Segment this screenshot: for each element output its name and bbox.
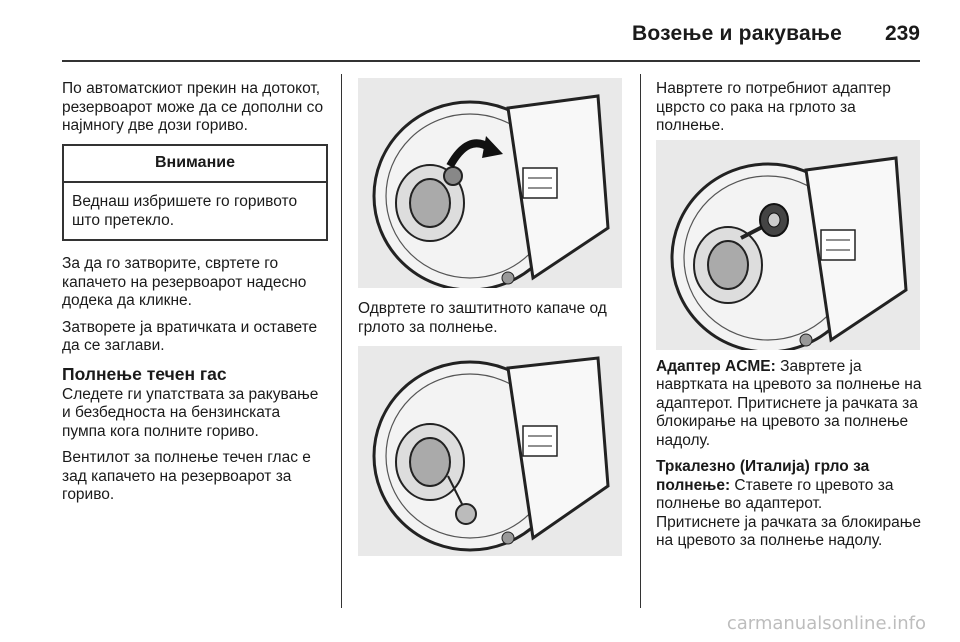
page-title: Возење и ракување <box>632 22 842 45</box>
intro-paragraph: По автоматскиот прекин на дотокот, резервоарот може да се дополни со најмногу две дози гориво. <box>62 80 324 134</box>
italy-paragraph <box>656 458 924 514</box>
acme-paragraph <box>656 358 924 451</box>
adapter-intro-paragraph: Навртете го потребниот адаптер цврсто со рака на грлото за полнење. <box>656 80 891 134</box>
warning-title: Внимание <box>64 146 326 184</box>
watermark: carmanualsonline.info <box>726 613 926 634</box>
page-number: 239 <box>884 22 920 45</box>
illustration-open-cap <box>358 78 622 288</box>
page-header <box>0 0 960 62</box>
illustration-remove-cap <box>358 346 622 556</box>
italy-label: Тркалезно (Италија) грло за полнење: <box>656 458 870 494</box>
image-caption: Одвртете го заштитното капаче од грлото за полнење. <box>358 300 607 336</box>
italy-lock-paragraph: Притиснете ја рачката за блокирање на цревото за полнење надолу. <box>656 513 921 549</box>
lpg-instructions-paragraph: Следете ги упатствата за ракување и безбедноста на бензинската пумпа кога полните гориво. <box>62 385 319 440</box>
lpg-valve-paragraph: Вентилот за полнење течен глас е зад капачето на резервоарот за гориво. <box>62 449 311 503</box>
column-divider <box>640 74 641 608</box>
acme-label: Адаптер ACME: <box>656 357 776 375</box>
column-middle <box>358 300 624 345</box>
acme-text: Завртете ја навртката на цревото за полнење на адаптерот. Притиснете ја рачката за блокирање на цревото за полнење надолу. <box>656 357 922 449</box>
section-heading: Полнење течен гас <box>62 363 227 384</box>
warning-body: Веднаш избришете го горивото што претекло. <box>72 193 298 229</box>
italy-text: Ставете го цревото за полнење во адаптерот. <box>656 476 894 512</box>
close-door-paragraph: Затворете ја вратичката и оставете да се заглави. <box>62 318 318 354</box>
column-left <box>62 80 328 513</box>
warning-box <box>62 144 328 242</box>
close-cap-paragraph: За да го затворите, свртете го капачето на резервоарот надесно додека да кликне. <box>62 255 307 309</box>
header-divider <box>62 60 920 62</box>
illustration-adapter <box>656 140 920 350</box>
column-divider <box>341 74 342 608</box>
